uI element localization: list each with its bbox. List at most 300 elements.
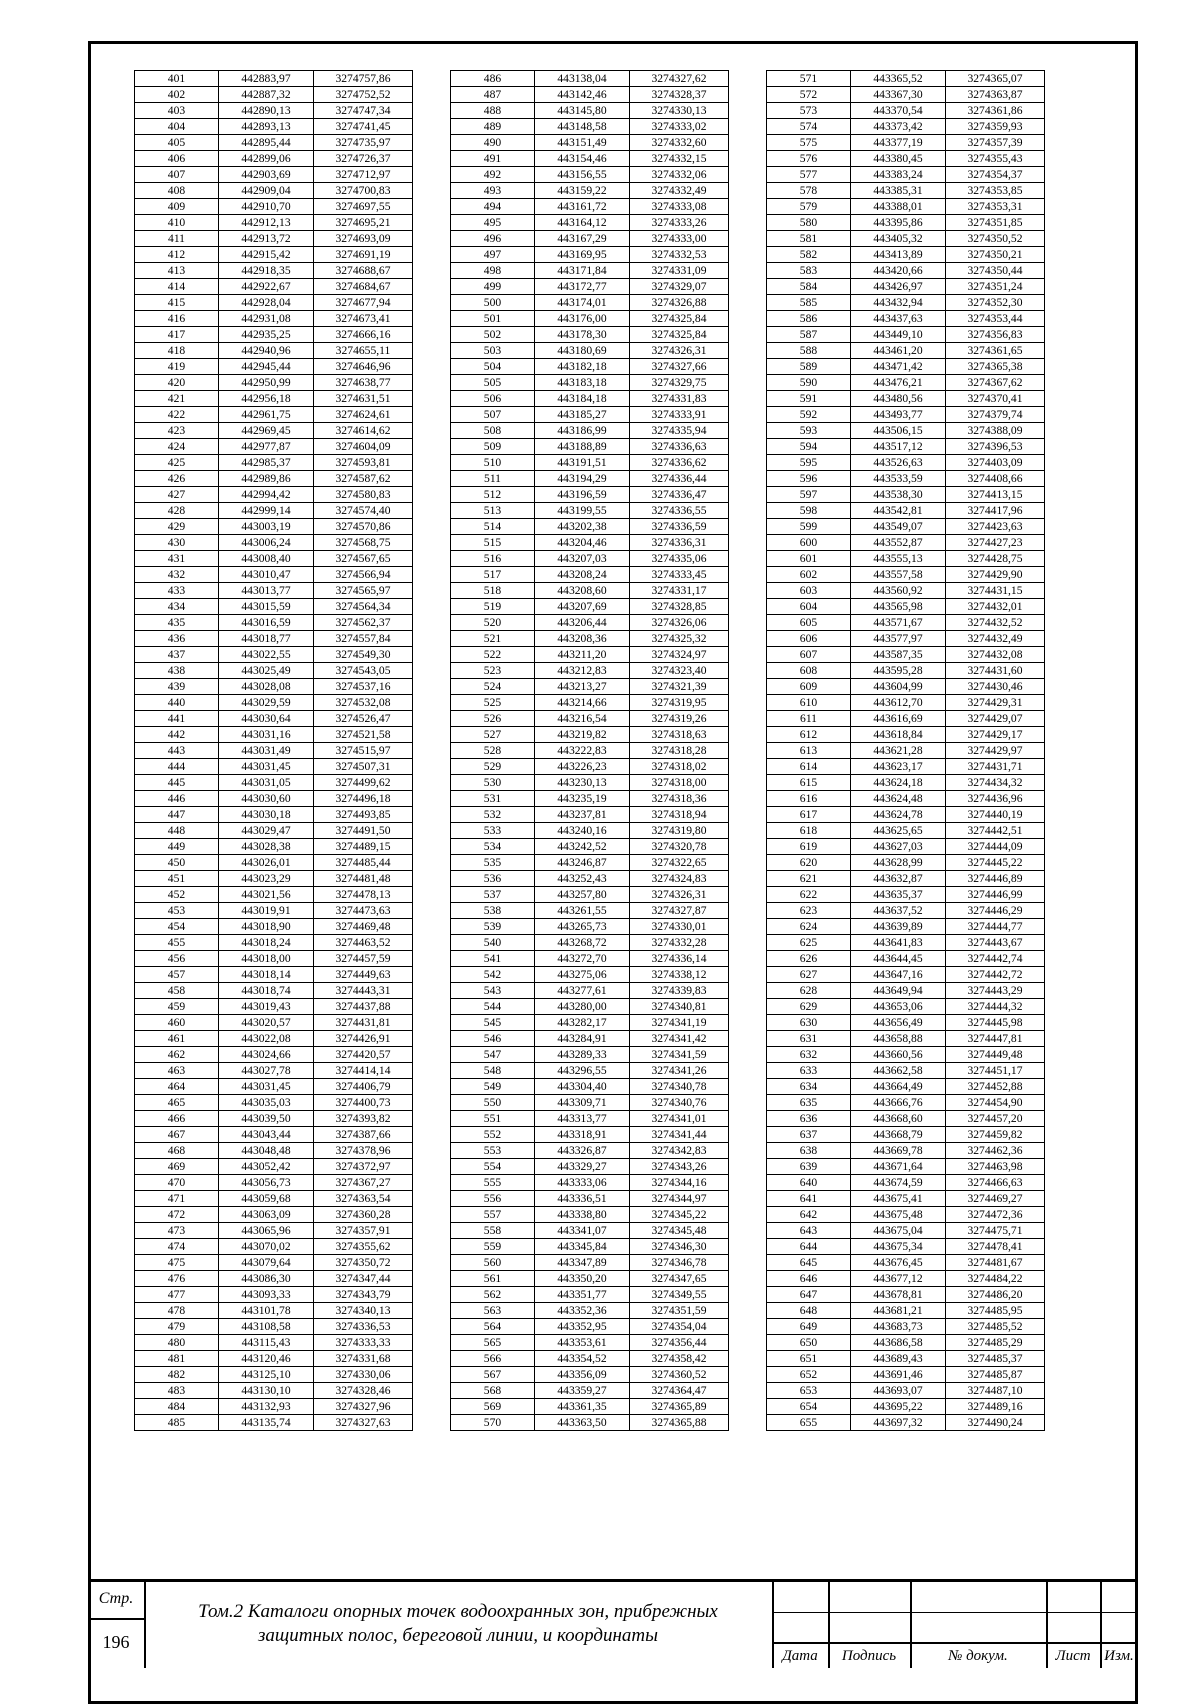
table-row (135, 183, 413, 199)
y-coordinate-cell: 3274357,39 (946, 135, 1045, 151)
y-coordinate-cell: 3274515,97 (314, 743, 413, 759)
x-coordinate-cell: 442935,25 (219, 327, 314, 343)
y-coordinate-cell: 3274341,44 (630, 1127, 729, 1143)
y-coordinate-cell: 3274336,53 (314, 1319, 413, 1335)
x-coordinate-cell: 443493,77 (851, 407, 946, 423)
x-coordinate-cell: 443377,19 (851, 135, 946, 151)
y-coordinate-cell: 3274363,87 (946, 87, 1045, 103)
x-coordinate-cell: 443022,08 (219, 1031, 314, 1047)
table-row (135, 423, 413, 439)
y-coordinate-cell: 3274361,86 (946, 103, 1045, 119)
y-coordinate-cell: 3274485,37 (946, 1351, 1045, 1367)
x-coordinate-cell: 443683,73 (851, 1319, 946, 1335)
point-number-cell: 639 (767, 1159, 851, 1175)
table-row (135, 615, 413, 631)
point-number-cell: 408 (135, 183, 219, 199)
x-coordinate-cell: 442913,72 (219, 231, 314, 247)
point-number-cell: 554 (451, 1159, 535, 1175)
point-number-cell: 585 (767, 295, 851, 311)
y-coordinate-cell: 3274429,07 (946, 711, 1045, 727)
y-coordinate-cell: 3274327,87 (630, 903, 729, 919)
y-coordinate-cell: 3274360,28 (314, 1207, 413, 1223)
point-number-cell: 505 (451, 375, 535, 391)
x-coordinate-cell: 443604,99 (851, 679, 946, 695)
y-coordinate-cell: 3274752,52 (314, 87, 413, 103)
point-number-cell: 481 (135, 1351, 219, 1367)
point-number-cell: 488 (451, 103, 535, 119)
point-number-cell: 517 (451, 567, 535, 583)
table-row (767, 359, 1045, 375)
point-number-cell: 508 (451, 423, 535, 439)
point-number-cell: 475 (135, 1255, 219, 1271)
y-coordinate-cell: 3274673,41 (314, 311, 413, 327)
x-coordinate-cell: 443618,84 (851, 727, 946, 743)
x-coordinate-cell: 443185,27 (535, 407, 630, 423)
x-coordinate-cell: 443557,58 (851, 567, 946, 583)
x-coordinate-cell: 443664,49 (851, 1079, 946, 1095)
table-row (135, 711, 413, 727)
point-number-cell: 532 (451, 807, 535, 823)
table-row (135, 215, 413, 231)
x-coordinate-cell: 443658,88 (851, 1031, 946, 1047)
point-number-cell: 480 (135, 1335, 219, 1351)
y-coordinate-cell: 3274318,36 (630, 791, 729, 807)
table-row (767, 295, 1045, 311)
table-row (451, 407, 729, 423)
table-row (135, 471, 413, 487)
table-row (451, 1095, 729, 1111)
point-number-cell: 617 (767, 807, 851, 823)
x-coordinate-cell: 443086,30 (219, 1271, 314, 1287)
y-coordinate-cell: 3274351,59 (630, 1303, 729, 1319)
x-coordinate-cell: 442994,42 (219, 487, 314, 503)
x-coordinate-cell: 443008,40 (219, 551, 314, 567)
x-coordinate-cell: 442940,96 (219, 343, 314, 359)
point-number-cell: 514 (451, 519, 535, 535)
point-number-cell: 417 (135, 327, 219, 343)
y-coordinate-cell: 3274326,06 (630, 615, 729, 631)
y-coordinate-cell: 3274367,62 (946, 375, 1045, 391)
y-coordinate-cell: 3274330,01 (630, 919, 729, 935)
y-coordinate-cell: 3274638,77 (314, 375, 413, 391)
table-row (135, 1319, 413, 1335)
table-row (135, 311, 413, 327)
change-label: Изм. (1104, 1648, 1134, 1664)
point-number-cell: 545 (451, 1015, 535, 1031)
table-row (135, 295, 413, 311)
y-coordinate-cell: 3274403,09 (946, 455, 1045, 471)
x-coordinate-cell: 443280,00 (535, 999, 630, 1015)
table-row (451, 967, 729, 983)
table-row (767, 103, 1045, 119)
point-number-cell: 651 (767, 1351, 851, 1367)
point-number-cell: 615 (767, 775, 851, 791)
point-number-cell: 642 (767, 1207, 851, 1223)
table-row (767, 1207, 1045, 1223)
x-coordinate-cell: 443216,54 (535, 711, 630, 727)
x-coordinate-cell: 443219,82 (535, 727, 630, 743)
x-coordinate-cell: 443093,33 (219, 1287, 314, 1303)
table-row (767, 327, 1045, 343)
y-coordinate-cell: 3274331,09 (630, 263, 729, 279)
point-number-cell: 499 (451, 279, 535, 295)
table-row (451, 535, 729, 551)
y-coordinate-cell: 3274700,83 (314, 183, 413, 199)
x-coordinate-cell: 443214,66 (535, 695, 630, 711)
point-number-cell: 646 (767, 1271, 851, 1287)
point-number-cell: 430 (135, 535, 219, 551)
x-coordinate-cell: 443616,69 (851, 711, 946, 727)
y-coordinate-cell: 3274587,62 (314, 471, 413, 487)
point-number-cell: 421 (135, 391, 219, 407)
point-number-cell: 533 (451, 823, 535, 839)
y-coordinate-cell: 3274326,88 (630, 295, 729, 311)
point-number-cell: 407 (135, 167, 219, 183)
point-number-cell: 620 (767, 855, 851, 871)
y-coordinate-cell: 3274691,19 (314, 247, 413, 263)
table-row (451, 439, 729, 455)
point-number-cell: 482 (135, 1367, 219, 1383)
table-row (451, 1303, 729, 1319)
table-row (451, 311, 729, 327)
y-coordinate-cell: 3274318,00 (630, 775, 729, 791)
x-coordinate-cell: 442893,13 (219, 119, 314, 135)
point-number-cell: 632 (767, 1047, 851, 1063)
point-number-cell: 506 (451, 391, 535, 407)
y-coordinate-cell: 3274445,22 (946, 855, 1045, 871)
point-number-cell: 435 (135, 615, 219, 631)
y-coordinate-cell: 3274327,96 (314, 1399, 413, 1415)
table-row (451, 1191, 729, 1207)
table-row (135, 231, 413, 247)
point-number-cell: 455 (135, 935, 219, 951)
table-row (451, 71, 729, 87)
table-row (451, 215, 729, 231)
table-row (767, 775, 1045, 791)
y-coordinate-cell: 3274655,11 (314, 343, 413, 359)
x-coordinate-cell: 442989,86 (219, 471, 314, 487)
point-number-cell: 432 (135, 567, 219, 583)
table-row (135, 1143, 413, 1159)
x-coordinate-cell: 443624,18 (851, 775, 946, 791)
table-row (451, 1335, 729, 1351)
table-row (135, 903, 413, 919)
y-coordinate-cell: 3274688,67 (314, 263, 413, 279)
point-number-cell: 523 (451, 663, 535, 679)
x-coordinate-cell: 443029,59 (219, 695, 314, 711)
x-coordinate-cell: 443449,10 (851, 327, 946, 343)
x-coordinate-cell: 443172,77 (535, 279, 630, 295)
x-coordinate-cell: 443275,06 (535, 967, 630, 983)
point-number-cell: 450 (135, 855, 219, 871)
point-number-cell: 484 (135, 1399, 219, 1415)
table-row (767, 279, 1045, 295)
point-number-cell: 568 (451, 1383, 535, 1399)
x-coordinate-cell: 443641,83 (851, 935, 946, 951)
x-coordinate-cell: 443635,37 (851, 887, 946, 903)
y-coordinate-cell: 3274333,33 (314, 1335, 413, 1351)
point-number-cell: 535 (451, 855, 535, 871)
table-row (767, 823, 1045, 839)
x-coordinate-cell: 443159,22 (535, 183, 630, 199)
point-number-cell: 600 (767, 535, 851, 551)
point-number-cell: 577 (767, 167, 851, 183)
point-number-cell: 422 (135, 407, 219, 423)
point-number-cell: 597 (767, 487, 851, 503)
table-row (135, 1047, 413, 1063)
x-coordinate-cell: 443627,03 (851, 839, 946, 855)
point-number-cell: 445 (135, 775, 219, 791)
x-coordinate-cell: 443353,61 (535, 1335, 630, 1351)
point-number-cell: 593 (767, 423, 851, 439)
x-coordinate-cell: 442977,87 (219, 439, 314, 455)
table-row (451, 1159, 729, 1175)
point-number-cell: 438 (135, 663, 219, 679)
x-coordinate-cell: 443336,51 (535, 1191, 630, 1207)
x-coordinate-cell: 443461,20 (851, 343, 946, 359)
y-coordinate-cell: 3274339,83 (630, 983, 729, 999)
y-coordinate-cell: 3274565,97 (314, 583, 413, 599)
table-row (767, 423, 1045, 439)
table-row (451, 599, 729, 615)
x-coordinate-cell: 443148,58 (535, 119, 630, 135)
table-row (767, 167, 1045, 183)
x-coordinate-cell: 443257,80 (535, 887, 630, 903)
x-coordinate-cell: 443649,94 (851, 983, 946, 999)
y-coordinate-cell: 3274332,60 (630, 135, 729, 151)
point-number-cell: 458 (135, 983, 219, 999)
point-number-cell: 618 (767, 823, 851, 839)
x-coordinate-cell: 443668,79 (851, 1127, 946, 1143)
y-coordinate-cell: 3274604,09 (314, 439, 413, 455)
y-coordinate-cell: 3274333,45 (630, 567, 729, 583)
table-row (767, 407, 1045, 423)
y-coordinate-cell: 3274327,62 (630, 71, 729, 87)
y-coordinate-cell: 3274370,41 (946, 391, 1045, 407)
point-number-cell: 420 (135, 375, 219, 391)
y-coordinate-cell: 3274336,59 (630, 519, 729, 535)
y-coordinate-cell: 3274427,23 (946, 535, 1045, 551)
table-row (135, 1351, 413, 1367)
point-number-cell: 654 (767, 1399, 851, 1415)
table-row (451, 871, 729, 887)
point-number-cell: 491 (451, 151, 535, 167)
table-row (135, 1255, 413, 1271)
point-number-cell: 595 (767, 455, 851, 471)
y-coordinate-cell: 3274358,42 (630, 1351, 729, 1367)
table-row (135, 1335, 413, 1351)
table-row (767, 567, 1045, 583)
y-coordinate-cell: 3274341,42 (630, 1031, 729, 1047)
x-coordinate-cell: 443156,55 (535, 167, 630, 183)
table-row (135, 1239, 413, 1255)
point-number-cell: 409 (135, 199, 219, 215)
y-coordinate-cell: 3274333,00 (630, 231, 729, 247)
y-coordinate-cell: 3274485,95 (946, 1303, 1045, 1319)
table-row (451, 759, 729, 775)
y-coordinate-cell: 3274340,76 (630, 1095, 729, 1111)
date-label: Дата (782, 1648, 818, 1664)
x-coordinate-cell: 442928,04 (219, 295, 314, 311)
point-number-cell: 604 (767, 599, 851, 615)
x-coordinate-cell: 443030,60 (219, 791, 314, 807)
table-row (767, 1335, 1045, 1351)
table-row (451, 1223, 729, 1239)
point-number-cell: 436 (135, 631, 219, 647)
point-number-cell: 437 (135, 647, 219, 663)
point-number-cell: 519 (451, 599, 535, 615)
point-number-cell: 579 (767, 199, 851, 215)
table-row (451, 1207, 729, 1223)
y-coordinate-cell: 3274318,28 (630, 743, 729, 759)
y-coordinate-cell: 3274475,71 (946, 1223, 1045, 1239)
y-coordinate-cell: 3274432,01 (946, 599, 1045, 615)
y-coordinate-cell: 3274349,55 (630, 1287, 729, 1303)
point-number-cell: 564 (451, 1319, 535, 1335)
point-number-cell: 444 (135, 759, 219, 775)
y-coordinate-cell: 3274408,66 (946, 471, 1045, 487)
x-coordinate-cell: 443242,52 (535, 839, 630, 855)
x-coordinate-cell: 443587,35 (851, 647, 946, 663)
x-coordinate-cell: 443695,22 (851, 1399, 946, 1415)
table-row (451, 1111, 729, 1127)
table-row (767, 999, 1045, 1015)
y-coordinate-cell: 3274333,02 (630, 119, 729, 135)
table-row (767, 119, 1045, 135)
point-number-cell: 575 (767, 135, 851, 151)
table-row (767, 647, 1045, 663)
table-row (135, 983, 413, 999)
point-number-cell: 578 (767, 183, 851, 199)
table-row (767, 183, 1045, 199)
x-coordinate-cell: 443120,46 (219, 1351, 314, 1367)
y-coordinate-cell: 3274434,32 (946, 775, 1045, 791)
x-coordinate-cell: 443296,55 (535, 1063, 630, 1079)
y-coordinate-cell: 3274340,78 (630, 1079, 729, 1095)
table-row (135, 1191, 413, 1207)
point-number-cell: 518 (451, 583, 535, 599)
x-coordinate-cell: 443644,45 (851, 951, 946, 967)
x-coordinate-cell: 443021,56 (219, 887, 314, 903)
point-number-cell: 441 (135, 711, 219, 727)
y-coordinate-cell: 3274485,29 (946, 1335, 1045, 1351)
x-coordinate-cell: 443380,45 (851, 151, 946, 167)
y-coordinate-cell: 3274396,53 (946, 439, 1045, 455)
x-coordinate-cell: 443432,94 (851, 295, 946, 311)
point-number-cell: 456 (135, 951, 219, 967)
table-row (767, 1063, 1045, 1079)
table-row (767, 663, 1045, 679)
table-row (767, 1287, 1045, 1303)
x-coordinate-cell: 443252,43 (535, 871, 630, 887)
y-coordinate-cell: 3274429,97 (946, 743, 1045, 759)
point-number-cell: 566 (451, 1351, 535, 1367)
point-number-cell: 599 (767, 519, 851, 535)
point-number-cell: 613 (767, 743, 851, 759)
x-coordinate-cell: 443176,00 (535, 311, 630, 327)
x-coordinate-cell: 443675,34 (851, 1239, 946, 1255)
point-number-cell: 500 (451, 295, 535, 311)
point-number-cell: 405 (135, 135, 219, 151)
table-row (451, 1255, 729, 1271)
x-coordinate-cell: 443226,23 (535, 759, 630, 775)
table-row (451, 919, 729, 935)
point-number-cell: 549 (451, 1079, 535, 1095)
document-title-line-2: защитных полос, береговой линии, и координаты (257, 1625, 658, 1646)
point-number-cell: 541 (451, 951, 535, 967)
point-number-cell: 414 (135, 279, 219, 295)
x-coordinate-cell: 443542,81 (851, 503, 946, 519)
x-coordinate-cell: 443313,77 (535, 1111, 630, 1127)
point-number-cell: 503 (451, 343, 535, 359)
y-coordinate-cell: 3274726,37 (314, 151, 413, 167)
y-coordinate-cell: 3274346,78 (630, 1255, 729, 1271)
x-coordinate-cell: 443653,06 (851, 999, 946, 1015)
point-number-cell: 610 (767, 695, 851, 711)
table-row (135, 551, 413, 567)
table-row (135, 375, 413, 391)
point-number-cell: 565 (451, 1335, 535, 1351)
point-number-cell: 591 (767, 391, 851, 407)
x-coordinate-cell: 442969,45 (219, 423, 314, 439)
y-coordinate-cell: 3274332,49 (630, 183, 729, 199)
point-number-cell: 589 (767, 359, 851, 375)
point-number-cell: 636 (767, 1111, 851, 1127)
table-row (135, 1399, 413, 1415)
x-coordinate-cell: 443029,47 (219, 823, 314, 839)
y-coordinate-cell: 3274631,51 (314, 391, 413, 407)
x-coordinate-cell: 443028,08 (219, 679, 314, 695)
table-row (767, 215, 1045, 231)
table-row (135, 743, 413, 759)
y-coordinate-cell: 3274379,74 (946, 407, 1045, 423)
table-row (135, 951, 413, 967)
table-row (135, 647, 413, 663)
point-number-cell: 563 (451, 1303, 535, 1319)
x-coordinate-cell: 443056,73 (219, 1175, 314, 1191)
x-coordinate-cell: 443020,57 (219, 1015, 314, 1031)
table-row (135, 871, 413, 887)
x-coordinate-cell: 443031,45 (219, 1079, 314, 1095)
y-coordinate-cell: 3274343,26 (630, 1159, 729, 1175)
table-row (767, 599, 1045, 615)
x-coordinate-cell: 443016,59 (219, 615, 314, 631)
y-coordinate-cell: 3274507,31 (314, 759, 413, 775)
point-number-cell: 498 (451, 263, 535, 279)
point-number-cell: 640 (767, 1175, 851, 1191)
y-coordinate-cell: 3274487,10 (946, 1383, 1045, 1399)
y-coordinate-cell: 3274353,44 (946, 311, 1045, 327)
x-coordinate-cell: 443350,20 (535, 1271, 630, 1287)
signature-label: Подпись (841, 1648, 897, 1664)
y-coordinate-cell: 3274350,44 (946, 263, 1045, 279)
x-coordinate-cell: 442931,08 (219, 311, 314, 327)
x-coordinate-cell: 443420,66 (851, 263, 946, 279)
x-coordinate-cell: 443151,49 (535, 135, 630, 151)
x-coordinate-cell: 443174,01 (535, 295, 630, 311)
table-row (135, 119, 413, 135)
x-coordinate-cell: 443577,97 (851, 631, 946, 647)
table-row (135, 855, 413, 871)
y-coordinate-cell: 3274361,65 (946, 343, 1045, 359)
point-number-cell: 608 (767, 663, 851, 679)
x-coordinate-cell: 443180,69 (535, 343, 630, 359)
x-coordinate-cell: 443395,86 (851, 215, 946, 231)
y-coordinate-cell: 3274346,30 (630, 1239, 729, 1255)
point-number-cell: 427 (135, 487, 219, 503)
y-coordinate-cell: 3274365,38 (946, 359, 1045, 375)
table-row (135, 87, 413, 103)
